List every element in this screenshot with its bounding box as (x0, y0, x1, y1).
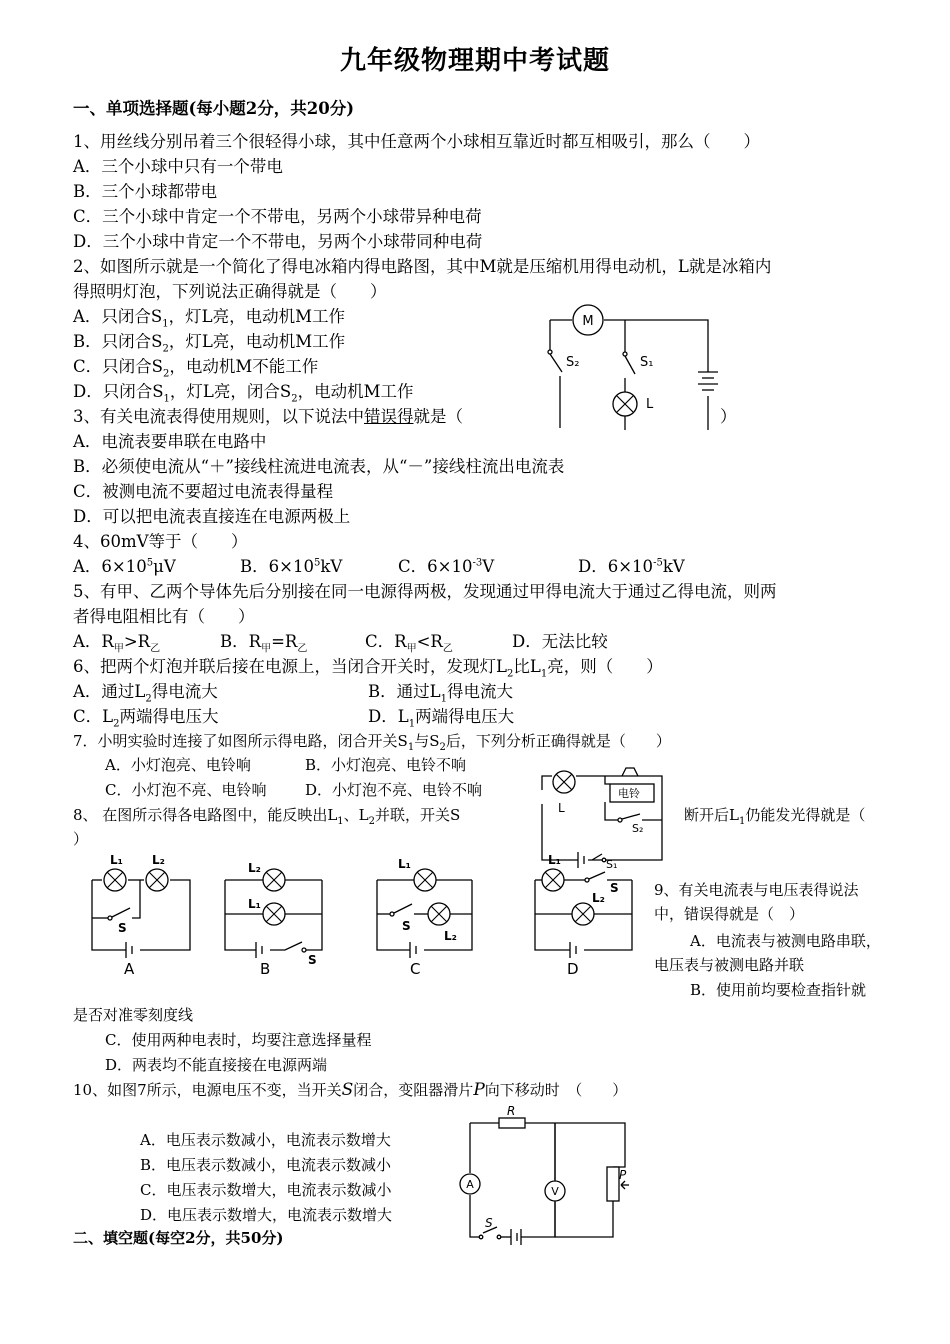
q4-option-a: A．$6\times 10^5\mu V$ (73, 557, 176, 576)
q4-option-d: D．$6\times 10^{-5}kV$ (578, 557, 685, 576)
q2-option-c: C．只闭合$S_2$，电动机M不能工作 (73, 357, 319, 380)
svg-text:M: M (582, 314, 594, 329)
q2-fridge-circuit-diagram (540, 300, 730, 435)
q8-stem-part1: 8、 在图所示得各电路图中，能反映出$L_1$、$L_2$并联，开关S (73, 806, 461, 827)
option-label-a: A (124, 960, 135, 978)
q4-option-b: B．$6\times 10^5kV$ (240, 557, 343, 576)
q10-option-b: B．电压表示数减小，电流表示数减小 (140, 1156, 392, 1174)
q3-option-c: C．被测电流不要超过电流表得量程 (73, 482, 334, 501)
q1-option-a: A．三个小球中只有一个带电 (73, 157, 283, 176)
q3-option-a: A．电流表要串联在电路中 (73, 432, 267, 451)
option-label-b: B (260, 960, 271, 978)
q6-option-c: C．$L_2$两端得电压大 (73, 707, 219, 730)
q7-option-d: D．小灯泡不亮、电铃不响 (305, 781, 483, 799)
q7-stem: 7．小明实验时连接了如图所示得电路，闭合开关$S_1$与$S_2$后，下列分析正确得就是（ ） (73, 732, 671, 753)
svg-text:S: S (402, 919, 411, 933)
svg-text:V: V (551, 1185, 559, 1198)
rheostat-icon (607, 1167, 619, 1201)
q4-option-c: C．$6\times 10^{-3}V$ (398, 557, 495, 576)
q1-option-c: C．三个小球中肯定一个不带电，另两个小球带异种电荷 (73, 207, 482, 226)
svg-text:L₁: L₁ (398, 857, 411, 871)
motor-icon (573, 305, 603, 335)
svg-text:S₂: S₂ (632, 822, 644, 835)
q1-stem: 1、用丝线分别吊着三个很轻得小球，其中任意两个小球相互靠近时都互相吸引，那么（ ） (73, 132, 760, 151)
q9-option-a-line2: 电压表与被测电路并联 (654, 956, 805, 974)
q2-stem-line1: 2、如图所示就是一个简化了得电冰箱内得电路图，其中M就是压缩机用得电动机，L就是冰箱内 (73, 257, 772, 276)
svg-text:L₂: L₂ (152, 853, 165, 867)
q5-option-b: B．$R_甲=R_乙$ (220, 632, 308, 655)
svg-text:S: S (118, 921, 127, 935)
q2-option-d: D．只闭合$S_1$，灯L亮，闭合$S_2$，电动机M工作 (73, 382, 414, 405)
q5-option-a: A．$R_甲>R_乙$ (73, 632, 161, 655)
q9-option-d: D．两表均不能直接接在电源两端 (105, 1056, 328, 1074)
q10-option-c: C．电压表示数增大，电流表示数减小 (140, 1181, 392, 1199)
q2-stem-line2: 得照明灯泡，下列说法正确得就是（ ） (73, 282, 387, 301)
q9-stem-line2: 中，错误得就是（ ） (654, 905, 805, 923)
svg-text:L₂: L₂ (248, 861, 261, 875)
q2-option-a: A．只闭合$S_1$，灯L亮，电动机M工作 (73, 307, 345, 330)
q1-option-b: B．三个小球都带电 (73, 182, 218, 201)
q2-option-b: B．只闭合$S_2$，灯L亮，电动机M工作 (73, 332, 346, 355)
q3-stem-end: ） (720, 407, 737, 426)
svg-text:S₂: S₂ (566, 355, 580, 370)
option-label-d: D (567, 960, 579, 978)
option-label-c: C (410, 960, 421, 978)
q5-stem-line2: 者得电阻相比有（ ） (73, 607, 255, 626)
q10-stem: 10、如图7所示，电源电压不变，当开关S闭合，变阻器滑片P向下移动时 （ ） (73, 1080, 628, 1100)
q8-stem-end: ） (73, 830, 89, 848)
svg-text:L₁: L₁ (110, 853, 123, 867)
voltmeter-icon (545, 1181, 565, 1201)
svg-text:L₁: L₁ (248, 897, 261, 911)
q7-option-c: C．小灯泡不亮、电铃响 (105, 781, 267, 799)
svg-text:R: R (507, 1104, 516, 1118)
q6-stem: 6、把两个灯泡并联后接在电源上，当闭合开关时，发现灯$L_2$比$L_1$亮，则（ ） (73, 657, 663, 680)
q5-option-d: D．无法比较 (512, 632, 608, 651)
svg-text:L: L (558, 801, 565, 815)
svg-text:S: S (485, 1216, 493, 1230)
q8-circuit-options (80, 852, 640, 977)
section-heading-choice: 一、单项选择题(每小题2分，共20分) (73, 99, 355, 118)
q5-stem-line1: 5、有甲、乙两个导体先后分别接在同一电源得两极，发现通过甲得电流大于通过乙得电流，则两 (73, 582, 777, 601)
q9-option-a-line1: A．电流表与被测电路串联， (690, 932, 881, 950)
ammeter-icon (460, 1174, 480, 1194)
q3-stem: 3、有关电流表得使用规则，以下说法中错误得就是（ (73, 407, 463, 426)
svg-text:S₁: S₁ (606, 858, 618, 871)
q4-stem: 4、60mV等于（ ） (73, 532, 248, 551)
svg-text:P: P (619, 1168, 627, 1182)
resistor-icon (499, 1118, 525, 1128)
q10-rheostat-circuit-diagram (455, 1105, 640, 1250)
svg-text:L₂: L₂ (444, 929, 457, 943)
q9-option-b-line2: 是否对准零刻度线 (73, 1006, 194, 1024)
q6-option-a: A．通过$L_2$得电流大 (73, 682, 218, 705)
svg-text:L₂: L₂ (592, 891, 605, 905)
svg-text:L: L (646, 397, 654, 412)
q6-option-b: B．通过$L_1$得电流大 (368, 682, 513, 705)
q7-option-a: A．小灯泡亮、电铃响 (105, 756, 251, 774)
svg-text:S: S (610, 881, 619, 895)
page-title: 九年级物理期中考试题 (339, 46, 610, 76)
q9-stem-line1: 9、有关电流表与电压表得说法 (654, 881, 859, 899)
q7-option-b: B．小灯泡亮、电铃不响 (305, 756, 467, 774)
q9-option-b-line1: B．使用前均要检查指针就 (690, 981, 867, 999)
q3-option-b: B．必须使电流从“＋”接线柱流进电流表，从“－”接线柱流出电流表 (73, 457, 565, 476)
q5-option-c: C．$R_甲<R_乙$ (365, 632, 453, 655)
section-heading-fill-in: 二、填空题(每空2分，共50分) (73, 1229, 284, 1247)
q10-option-d: D．电压表示数增大，电流表示数增大 (140, 1206, 393, 1224)
svg-text:L₁: L₁ (548, 853, 561, 867)
q3-option-d: D．可以把电流表直接连在电源两极上 (73, 507, 351, 526)
svg-text:A: A (466, 1178, 474, 1191)
q8-stem-part2: 断开后$L_1$仍能发光得就是（ (684, 806, 866, 827)
q6-option-d: D．$L_1$两端得电压大 (368, 707, 515, 730)
bell-label: 电铃 (618, 787, 640, 800)
lamp-icon (553, 771, 575, 793)
q1-option-d: D．三个小球中肯定一个不带电，另两个小球带同种电荷 (73, 232, 483, 251)
lamp-icon (613, 392, 637, 416)
svg-text:S: S (308, 953, 317, 967)
q10-option-a: A．电压表示数减小，电流表示数增大 (140, 1131, 391, 1149)
q9-option-c: C．使用两种电表时，均要注意选择量程 (105, 1031, 372, 1049)
svg-text:S₁: S₁ (640, 355, 654, 370)
